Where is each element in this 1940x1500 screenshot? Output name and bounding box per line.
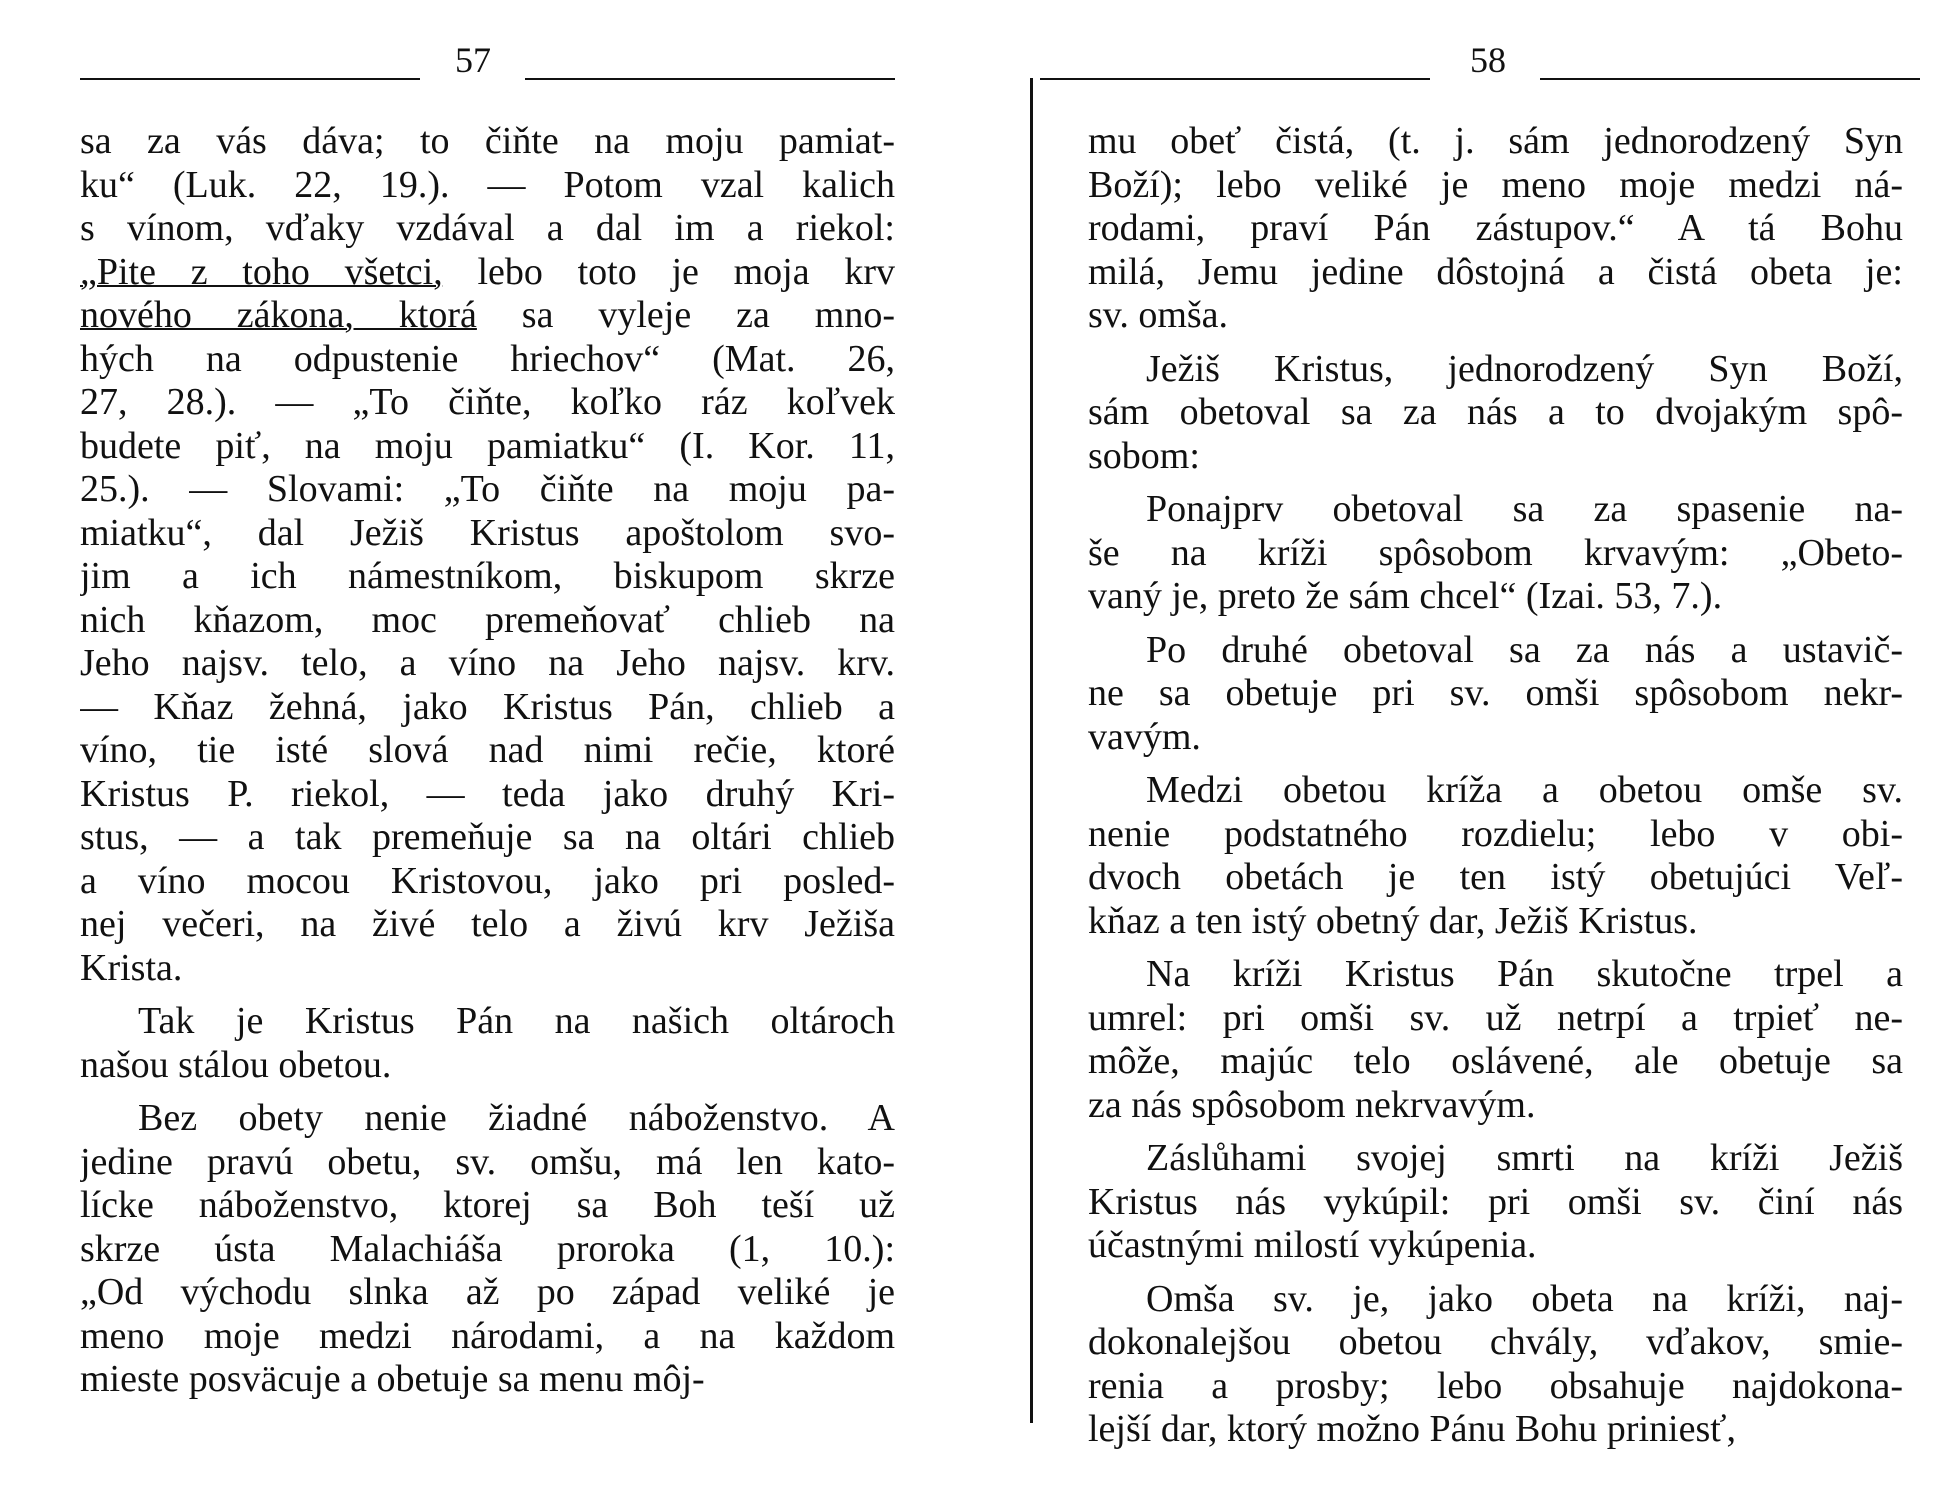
header-rule — [525, 78, 895, 80]
text-line: vavým. — [1088, 715, 1201, 758]
text-line: nenie podstatného rozdielu; lebo v obi- — [1088, 812, 1903, 855]
text-line: Jeho najsv. telo, a víno na Jeho najsv. krv. — [80, 642, 895, 684]
page-number: 57 — [455, 40, 491, 80]
right-page — [1030, 0, 1940, 1500]
text-line: lejší dar, ktorý možno Pánu Bohu priniesť, — [1088, 1408, 1736, 1450]
text-line: budete piť, na moju pamiatku“ (I. Kor. 11, — [80, 424, 895, 467]
text-line: nového zákona, ktorá sa vyleje za mno- — [80, 294, 895, 336]
text-line: a víno mocou Kristovou, jako pri posled- — [80, 859, 895, 902]
text-line: kňaz a ten istý obetný dar, Ježiš Kristus. — [1088, 899, 1698, 942]
text-line: milá, Jemu jedine dôstojná a čistá obeta je: — [1088, 250, 1903, 293]
text-line: hých na odpustenie hriechov“ (Mat. 26, — [80, 337, 895, 380]
text-line: mu obeť čistá, (t. j. sám jednorodzený Syn — [1088, 120, 1903, 162]
text-line: dokonalejšou obetou chvály, vďakov, smie- — [1088, 1321, 1903, 1363]
text-line: Boží); lebo veliké je meno moje medzi ná- — [1088, 163, 1903, 206]
paragraph — [80, 1000, 895, 1087]
paragraph — [1088, 953, 1903, 1127]
text-line: umrel: pri omši sv. už netrpí a trpieť ne- — [1088, 996, 1903, 1039]
left-page — [0, 0, 960, 1500]
text-line: rodami, praví Pán zástupov.“ A tá Bohu — [1088, 207, 1903, 249]
text-line: nich kňazom, moc premeňovať chlieb na — [80, 598, 895, 641]
paragraph — [1088, 488, 1903, 619]
paragraph — [1088, 120, 1903, 338]
text-line: Ježiš Kristus, jednorodzený Syn Boží, — [1146, 347, 1903, 390]
paragraph — [1088, 629, 1903, 760]
text-line: za nás spôsobom nekrvavým. — [1088, 1083, 1536, 1126]
paragraph — [1088, 1137, 1903, 1268]
text-line: dvoch obetách je ten istý obetujúci Veľ- — [1088, 856, 1903, 898]
text-line: Tak je Kristus Pán na našich oltároch — [138, 1000, 895, 1042]
text-line: jim a ich námestníkom, biskupom skrze — [80, 555, 895, 597]
text-line: Omša sv. je, jako obeta na kríži, naj- — [1146, 1277, 1903, 1320]
left-page-header — [80, 40, 900, 80]
text-line: skrze ústa Malachiáša proroka (1, 10.): — [80, 1227, 895, 1270]
paragraph — [1088, 348, 1903, 479]
text-line: 25.). — Slovami: „To čiňte na moju pa- — [80, 468, 895, 510]
text-line: Ponajprv obetoval sa za spasenie na- — [1146, 488, 1903, 530]
text-line: Na kríži Kristus Pán skutočne trpel a — [1146, 953, 1903, 995]
text-line: víno, tie isté slová nad nimi rečie, ktoré — [80, 729, 895, 771]
text-line: 27, 28.). — „To čiňte, koľko ráz koľvek — [80, 381, 895, 423]
text-line: Kristus nás vykúpil: pri omši sv. činí nás — [1088, 1180, 1903, 1223]
text-line: jedine pravú obetu, sv. omšu, má len kato- — [80, 1140, 895, 1183]
text-line: „Pite z toho všetci, lebo toto je moja krv — [80, 250, 895, 293]
text-line: miatku“, dal Ježiš Kristus apoštolom svo- — [80, 511, 895, 554]
text-line: našou stálou obetou. — [80, 1043, 392, 1086]
text-line: meno moje medzi národami, a na každom — [80, 1314, 895, 1357]
text-line: — Kňaz žehná, jako Kristus Pán, chlieb a — [80, 685, 895, 728]
header-rule — [1540, 78, 1920, 80]
underlined-text: „Pite z toho všetci, — [80, 250, 443, 293]
text-line: sám obetoval sa za nás a to dvojakým spô- — [1088, 391, 1903, 433]
paragraph — [80, 120, 895, 990]
text-line: Krista. — [80, 946, 183, 989]
page-number: 58 — [1470, 40, 1506, 80]
text-line: sobom: — [1088, 434, 1200, 477]
text-line: Po druhé obetoval sa za nás a ustavič- — [1146, 628, 1903, 671]
paragraph — [1088, 1278, 1903, 1452]
text-line: vaný je, preto že sám chcel“ (Izai. 53, 7.). — [1088, 575, 1723, 617]
text-line: môže, majúc telo oslávené, ale obetuje sa — [1088, 1040, 1903, 1082]
text-line: mieste posväcuje a obetuje sa menu môj- — [80, 1358, 705, 1400]
text-line: Kristus P. riekol, — teda jako druhý Kri- — [80, 772, 895, 815]
text-line: sv. omša. — [1088, 294, 1229, 336]
paragraph — [80, 1097, 895, 1402]
right-page-header — [1040, 40, 1920, 80]
text-line: účastnými milostí vykúpenia. — [1088, 1224, 1537, 1266]
text-line: ne sa obetuje pri sv. omši spôsobom nekr- — [1088, 672, 1903, 714]
text-line: Medzi obetou kríža a obetou omše sv. — [1146, 769, 1903, 811]
text-line: renia a prosby; lebo obsahuje najdokona- — [1088, 1364, 1903, 1407]
text-line: Záslůhami svojej smrti na kríži Ježiš — [1146, 1137, 1903, 1179]
underlined-text: nového zákona, ktorá — [80, 294, 477, 336]
right-page-text — [1088, 120, 1903, 1462]
text-line: Bez obety nenie žiadné náboženstvo. A — [138, 1097, 895, 1139]
text-line: stus, — a tak premeňuje sa na oltári chlieb — [80, 816, 895, 858]
paragraph — [1088, 769, 1903, 943]
header-rule — [1040, 78, 1430, 80]
text-line: s vínom, vďaky vzdával a dal im a riekol: — [80, 207, 895, 249]
text-line: lícke náboženstvo, ktorej sa Boh teší už — [80, 1184, 895, 1226]
text-line: ku“ (Luk. 22, 19.). — Potom vzal kalich — [80, 163, 895, 206]
text-line: „Od východu slnka až po západ veliké je — [80, 1271, 895, 1313]
header-rule — [80, 78, 420, 80]
text-line: še na kríži spôsobom krvavým: „Obeto- — [1088, 531, 1903, 574]
left-page-text — [80, 120, 895, 1412]
text-line: sa za vás dáva; to čiňte na moju pamiat- — [80, 120, 895, 162]
text-line: nej večeri, na živé telo a živú krv Ježiša — [80, 903, 895, 945]
